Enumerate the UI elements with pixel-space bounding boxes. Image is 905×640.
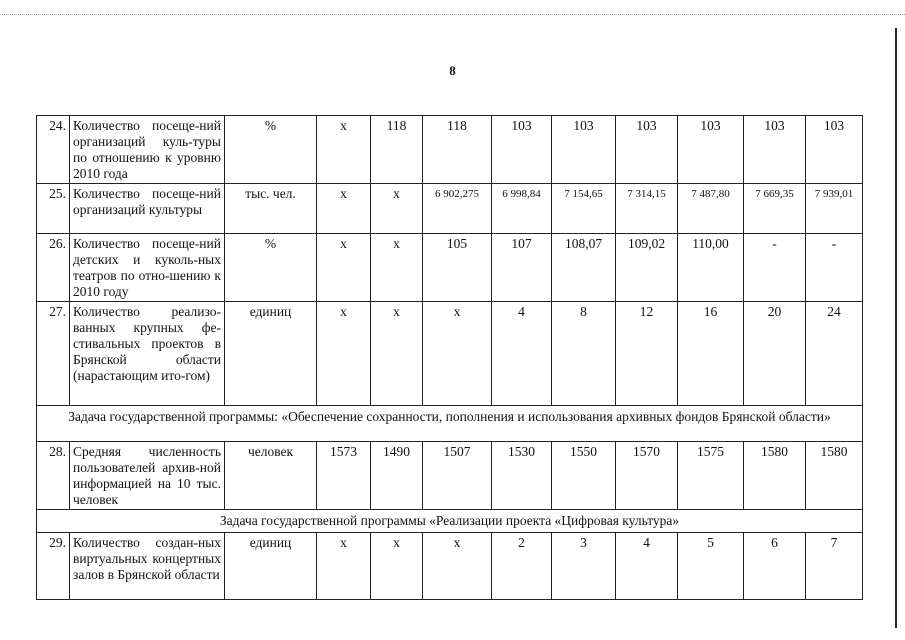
indicator-name-cell: Количество посеще-ний детских и куколь-ных театров по отно-шению к 2010 году bbox=[70, 234, 225, 302]
value-cell: x bbox=[371, 234, 423, 302]
value-cell: 7 bbox=[806, 533, 863, 600]
value-cell: 4 bbox=[492, 302, 552, 406]
value-cell: x bbox=[371, 184, 423, 234]
value-cell: 3 bbox=[552, 533, 616, 600]
unit-cell: единиц bbox=[225, 302, 317, 406]
value-cell: 1573 bbox=[317, 442, 371, 510]
value-cell: 7 314,15 bbox=[616, 184, 678, 234]
value-cell: 109,02 bbox=[616, 234, 678, 302]
value-cell: 103 bbox=[744, 116, 806, 184]
page-number: 8 bbox=[449, 63, 456, 78]
value-cell: 4 bbox=[616, 533, 678, 600]
table-row bbox=[37, 442, 863, 510]
value-cell: 5 bbox=[678, 533, 744, 600]
row-number-cell: 24. bbox=[37, 116, 70, 184]
value-cell: 103 bbox=[552, 116, 616, 184]
row-number-cell: 28. bbox=[37, 442, 70, 510]
value-cell: 7 669,35 bbox=[744, 184, 806, 234]
unit-cell: единиц bbox=[225, 533, 317, 600]
value-cell: 7 487,80 bbox=[678, 184, 744, 234]
value-cell: x bbox=[317, 116, 371, 184]
indicator-name-cell: Количество посеще-ний организаций куль-туры по отношению к уровню 2010 года bbox=[70, 116, 225, 184]
value-cell: x bbox=[317, 184, 371, 234]
value-cell: 6 998,84 bbox=[492, 184, 552, 234]
table-row bbox=[37, 184, 863, 234]
value-cell: 1530 bbox=[492, 442, 552, 510]
indicator-name-cell: Средняя численность пользователей архив-ной информацией на 10 тыс. человек bbox=[70, 442, 225, 510]
indicator-name-cell: Количество создан-ных виртуальных концертных залов в Брянской области bbox=[70, 533, 225, 600]
scan-dotted-edge bbox=[0, 14, 905, 16]
value-cell: 103 bbox=[678, 116, 744, 184]
indicator-name-cell: Количество реализо-ванных крупных фе-стивальных проектов в Брянской области (нарастающим ито-гом) bbox=[70, 302, 225, 406]
value-cell: 1507 bbox=[423, 442, 492, 510]
value-cell: 20 bbox=[744, 302, 806, 406]
unit-cell: тыс. чел. bbox=[225, 184, 317, 234]
value-cell: 16 bbox=[678, 302, 744, 406]
value-cell: 12 bbox=[616, 302, 678, 406]
unit-cell: % bbox=[225, 234, 317, 302]
unit-cell: человек bbox=[225, 442, 317, 510]
value-cell: 103 bbox=[806, 116, 863, 184]
value-cell: 108,07 bbox=[552, 234, 616, 302]
value-cell: x bbox=[317, 234, 371, 302]
task-header-cell: Задача государственной программы: «Обеспечение сохранности, пополнения и использования архивных фондов Брянской области» bbox=[37, 406, 863, 442]
value-cell: 6 902,275 bbox=[423, 184, 492, 234]
value-cell: x bbox=[423, 302, 492, 406]
table-row bbox=[37, 533, 863, 600]
value-cell: 103 bbox=[616, 116, 678, 184]
row-number-cell: 25. bbox=[37, 184, 70, 234]
indicators-table bbox=[36, 115, 863, 600]
value-cell: 8 bbox=[552, 302, 616, 406]
value-cell: 105 bbox=[423, 234, 492, 302]
value-cell: 118 bbox=[423, 116, 492, 184]
value-cell: - bbox=[744, 234, 806, 302]
value-cell: 1570 bbox=[616, 442, 678, 510]
scan-border-edge bbox=[895, 28, 897, 628]
task-header-row bbox=[37, 406, 863, 442]
value-cell: 24 bbox=[806, 302, 863, 406]
value-cell: 2 bbox=[492, 533, 552, 600]
value-cell: 1490 bbox=[371, 442, 423, 510]
value-cell: 110,00 bbox=[678, 234, 744, 302]
value-cell: 107 bbox=[492, 234, 552, 302]
value-cell: x bbox=[371, 533, 423, 600]
table-row bbox=[37, 116, 863, 184]
table-row bbox=[37, 234, 863, 302]
task-header-cell: Задача государственной программы «Реализации проекта «Цифровая культура» bbox=[37, 510, 863, 533]
row-number-cell: 27. bbox=[37, 302, 70, 406]
value-cell: 1580 bbox=[744, 442, 806, 510]
value-cell: 7 154,65 bbox=[552, 184, 616, 234]
indicator-name-cell: Количество посеще-ний организаций культуры bbox=[70, 184, 225, 234]
value-cell: x bbox=[317, 302, 371, 406]
value-cell: x bbox=[423, 533, 492, 600]
unit-cell: % bbox=[225, 116, 317, 184]
value-cell: 103 bbox=[492, 116, 552, 184]
value-cell: 7 939,01 bbox=[806, 184, 863, 234]
value-cell: x bbox=[371, 302, 423, 406]
value-cell: 6 bbox=[744, 533, 806, 600]
task-header-row bbox=[37, 510, 863, 533]
value-cell: - bbox=[806, 234, 863, 302]
value-cell: 118 bbox=[371, 116, 423, 184]
table-row bbox=[37, 302, 863, 406]
value-cell: 1575 bbox=[678, 442, 744, 510]
value-cell: x bbox=[317, 533, 371, 600]
value-cell: 1550 bbox=[552, 442, 616, 510]
row-number-cell: 26. bbox=[37, 234, 70, 302]
value-cell: 1580 bbox=[806, 442, 863, 510]
row-number-cell: 29. bbox=[37, 533, 70, 600]
